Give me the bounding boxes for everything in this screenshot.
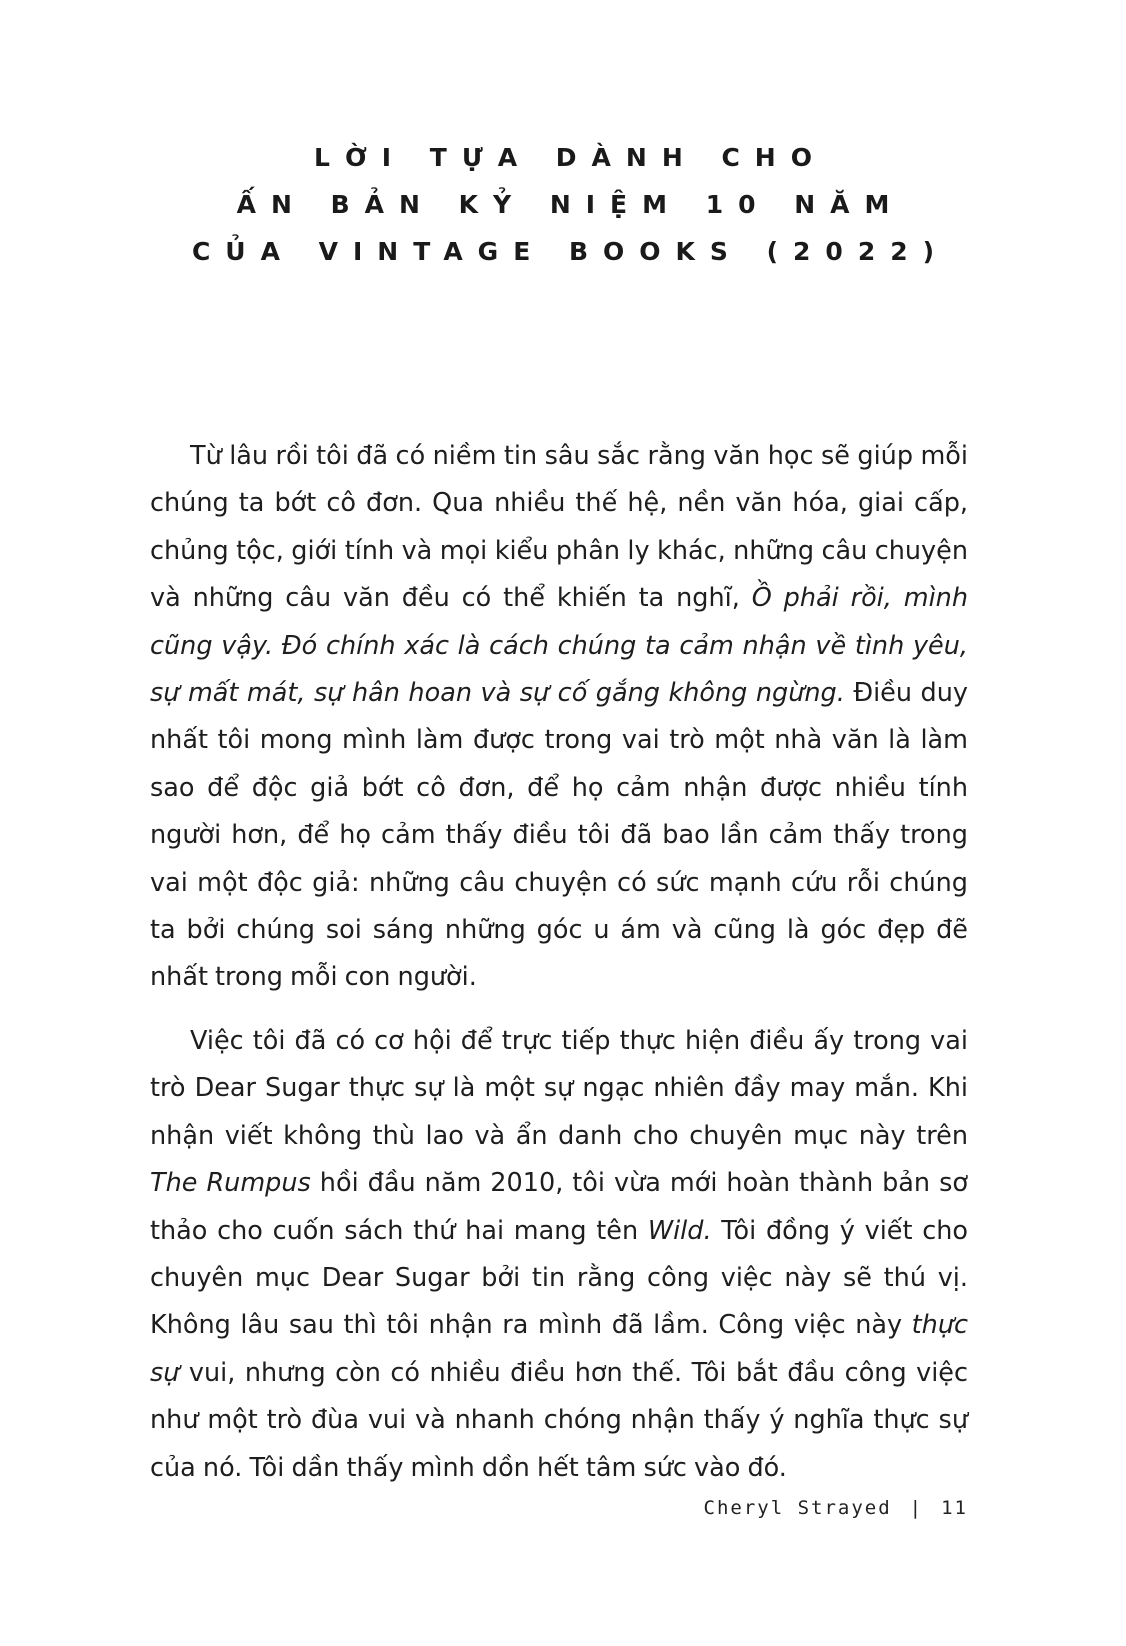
title-line-1: LỜI TỰA DÀNH CHO — [314, 143, 827, 172]
paragraph-2-italic-wild: Wild. — [647, 1215, 712, 1246]
title-line-3: CỦA VINTAGE BOOKS (2022) — [191, 237, 950, 266]
page-footer — [704, 1497, 969, 1519]
footer-author: Cheryl Strayed — [703, 1497, 892, 1519]
paragraph-2-text-e: Tôi đồng ý viết cho chuyên mục Dear Sugar bởi tin rằng công việc này sẽ thú vị. Không lâu sau thì tôi nhận ra mình đã lầm. Công việc này — [150, 1215, 968, 1341]
footer-separator: | — [909, 1497, 924, 1519]
paragraph-1-italic: Ồ phải rồi, mình cũng vậy. Đó chính xác là cách chúng ta cảm nhận về tình yêu, sự mất mát, sự hân hoan và sự cố gắng không ngừng. — [150, 583, 968, 709]
paragraph-2-text-c: hồi đầu năm 2010, tôi vừa mới hoàn thành bản sơ thảo cho cuốn sách thứ hai mang tên — [150, 1168, 968, 1246]
paragraph-1 — [150, 433, 968, 1002]
paragraph-2-text-g: vui, nhưng còn có nhiều điều hơn thế. Tôi bắt đầu công việc như một trò đùa vui và nhanh chóng nhận thấy ý nghĩa thực sự của nó. Tôi dần thấy mình dồn hết tâm sức vào đó. — [150, 1357, 968, 1483]
title-line-2: ẤN BẢN KỶ NIỆM 10 NĂM — [236, 190, 905, 219]
paragraph-2-italic-rumpus: The Rumpus — [150, 1168, 311, 1199]
paragraph-2 — [150, 1018, 968, 1492]
paragraph-2-italic-thuc-su: thực sự — [150, 1310, 968, 1388]
paragraph-1-text-c: Điều duy nhất tôi mong mình làm được trong vai trò một nhà văn là làm sao để độc giả bớt cô đơn, để họ cảm nhận được nhiều tính người hơn, để họ cảm thấy điều tôi đã bao lần cảm thấy trong vai một độc giả: những câu chuyện có sức mạnh cứu rỗi chúng ta bởi chúng soi sáng những góc u ám và cũng là góc đẹp đẽ nhất trong mỗi con người. — [150, 678, 968, 993]
paragraph-1-text-a: Từ lâu rồi tôi đã có niềm tin sâu sắc rằng văn học sẽ giúp mỗi chúng ta bớt cô đơn. Qua nhiều thế hệ, nền văn hóa, giai cấp, chủng tộc, giới tính và mọi kiểu phân ly khác, những câu chuyện và những câu văn đều có thể khiến ta nghĩ, — [150, 441, 968, 614]
body-text — [150, 433, 968, 1508]
page-number: 11 — [941, 1497, 968, 1519]
paragraph-2-text-a: Việc tôi đã có cơ hội để trực tiếp thực hiện điều ấy trong vai trò Dear Sugar thực sự là một sự ngạc nhiên đầy may mắn. Khi nhận viết không thù lao và ẩn danh cho chuyên mục này trên — [150, 1025, 968, 1151]
chapter-title — [0, 134, 1126, 275]
